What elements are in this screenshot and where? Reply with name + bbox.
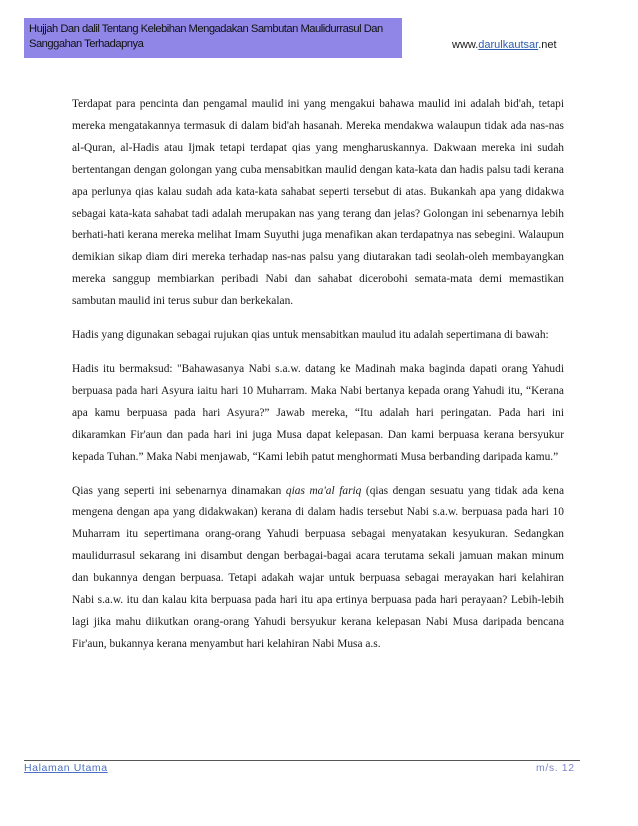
paragraph-3: Hadis itu bermaksud: "Bahawasanya Nabi s.a.w. datang ke Madinah maka baginda dapati orang Yahudi berpuasa pada hari Asyura iaitu hari 10 Muharram. Maka Nabi bertanya kepada orang Yahudi itu, “Kerana apa kamu berpuasa pada hari Asyura?” Jawab mereka, “Itu adalah hari peringatan. Pada hari ini dikaramkan Fir'aun dan pada hari ini juga Musa dapat kelepasan. Dan kami berpuasa kerana bersyukur kepada Tuhan.” Maka Nabi menjawab, “Kami lebih patut menghormati Musa berbanding daripada kamu.” — [72, 362, 564, 463]
paragraph-4-term: qias ma'al fariq — [285, 484, 362, 497]
page-number: m/s. 12 — [536, 762, 575, 774]
header-title-line1: Hujjah Dan dalil Tentang Kelebihan Mengadakan Sambutan Maulidurrasul Dan — [29, 23, 383, 35]
paragraph-1: Terdapat para pencinta dan pengamal maulid ini yang mengakui bahawa maulid ini adalah bid'ah, tetapi mereka mengatakannya termasuk di dalam bid'ah hasanah. Mereka mendakwa walaupun tidak ada nas-nas al-Quran, al-Hadis atau Ijmak tetapi terdapat qias yang mengharuskannya. Dakwaan mereka ini sudah bertentangan dengan golongan yang cuba mensabitkan maulid dengan kata-kata dan hadis palsu tadi kerana apa perlunya qias kalau sudah ada kata-kata sahabat seperti tersebut di atas. Bukankah apa yang didakwa sebagai kata-kata sahabat tadi adalah merupakan nas yang terang dan jelas? Golongan ini sebenarnya lebih berhati-hati kerana mereka melihat Imam Suyuthi juga menafikan akan terdapatnya nas sebegini. Walaupun demikian sikap diam diri mereka terhadap nas-nas palsu yang diutarakan tadi seolah-oleh membayangkan mereka sanggup membiarkan peribadi Nabi dan sahabat dicerobohi semata-mata demi memastikan sambutan maulid ini terus subur dan berkekalan. — [72, 98, 564, 308]
paragraph-2: Hadis yang digunakan sebagai rujukan qias untuk mensabitkan maulud itu adalah sepertimana di bawah: — [72, 329, 549, 342]
site-url-suffix: .net — [538, 39, 557, 51]
header-title-line2: Sanggahan Terhadapnya — [29, 38, 144, 50]
site-url — [452, 39, 557, 51]
paragraph-4-rest: (qias dengan sesuatu yang tidak ada kena mengena dengan apa yang didakwakan) kerana di dalam hadis tersebut Nabi s.a.w. berpuasa pada hari 10 Muharram itu sepertimana orang-orang Yahudi berpuasa sebagai menyatakan kesyukuran. Sedangkan maulidurrasul sekarang ini disambut dengan berbagai-bagai acara terutama sekali jamuan makan minum dan bukannya dengan berpuasa. Tetapi adakah wajar untuk berpuasa sebagai merayakan hari kelahiran Nabi s.a.w. itu dan kalau kita berpuasa pada hari itu apa ertinya berpuasa pada hari perayaan? Lebih-lebih lagi jika mahu diikutkan orang-orang Yahudi bersyukur kerana kelepasan Nabi Musa daripada bencana Fir'aun, bukannya kerana menyambut hari kelahiran Nabi Musa a.s. — [72, 484, 565, 650]
header-banner — [24, 18, 402, 58]
site-url-prefix: www. — [452, 39, 479, 51]
footer-divider — [24, 760, 580, 761]
paragraph-4-start: Qias yang seperti ini sebenarnya dinamakan — [72, 484, 286, 497]
paragraph-4 — [72, 481, 564, 656]
home-link[interactable]: Halaman Utama — [24, 762, 108, 774]
site-url-link[interactable]: darulkautsar — [478, 39, 539, 51]
document-body — [72, 94, 564, 656]
